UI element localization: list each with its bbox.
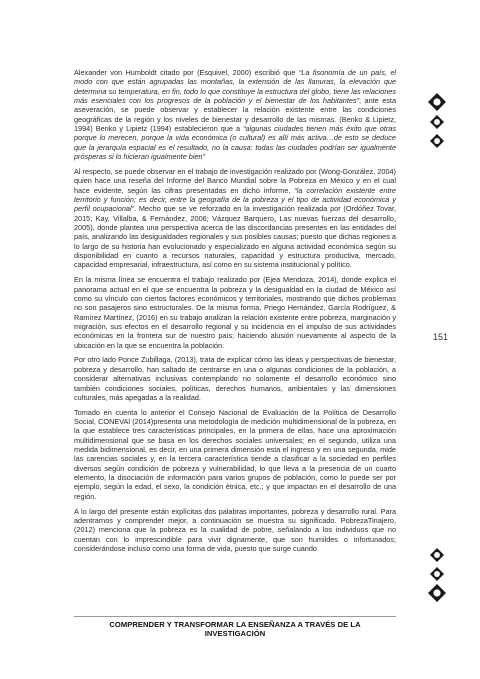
footer-title: COMPRENDER Y TRANSFORMAR LA ENSEÑANZA A TRAVÉS DE LA INVESTIGACIÓN <box>109 620 361 638</box>
diamond-ring-icon <box>430 567 444 581</box>
paragraph <box>74 167 396 270</box>
paragraph-text: Alexander von Humboldt citado por (Esquivel, 2000) escribió que <box>74 68 299 77</box>
diamond-ring-icon <box>430 548 444 562</box>
paragraph <box>74 408 396 501</box>
paragraph-text: Al respecto, se puede observar en el trabajo de investigación realizado por (Wong-González, 2004) quien hace una reseña del Informe del Banco Mundial sobre la Pobreza en México y en el cual hace evidente, según las cifras presentadas en dicho informe, <box>74 166 396 195</box>
quote-text: “algunas ciudades tienen más éxito que otras porque lo merecen, porque la vida económica (o cultural) es allí más activa…de esto se deduce que la jerarquía espacial es el resultado, no la causa: todas las ciudades podrían ser igualmente prósperas si lo hicieran igualmente bien” <box>74 124 396 162</box>
paragraph <box>74 275 396 350</box>
paragraph-text: A lo largo del presente están explícitas dos palabras importantes, pobreza y desarrollo rural. Para adentrarnos y comprender mejor, a continuación se muestra su significado. PobrezaTinajero, (2012) menciona que la pobreza es la cualidad de pobre, señalando a los individuos que no cuentan con lo imprescindible para vivir dignamente, que son humildes o infortunados; considerándose incluso como una forma de vida, puesto que surge cuando <box>74 506 396 553</box>
paragraph <box>74 507 396 554</box>
paragraph <box>74 355 396 402</box>
quote-text: “la correlación existente entre territorio y función; es decir, entre la geografía de la pobreza y el tipo de actividad económica y perfil ocupacional” <box>74 185 396 214</box>
page-number: 151 <box>433 332 449 342</box>
diamond-ring-icon <box>430 134 444 148</box>
footer-divider <box>74 616 396 617</box>
paragraph-text: Tomado en cuenta lo anterior el Consejo Nacional de Evaluación de la Política de Desarrollo Social, CONEVAl (2014)presenta una metodología de medición multidimensional de la pobreza, en la que establece tres características principales, en la primera de ellas, hace una aproximación multidimensional que se basa en los derechos sociales universales; en el segundo, utiliza una medida bidimensional, es decir, en una primera dimensión esta el ingreso y en una segunda, mide las carencias sociales y, en la tercera característica tiende a clasificar a la sociedad en perfiles diversos según condición de pobreza y vulnerabilidad, lo que lleva a la presencia de un cuarto elemento, la disociación de información para varios grupos de población, como lo puede ser por ejemplo, según la edad, el sexo, la condición étnica, etc.; y que impactan en el desarrollo de una región. <box>74 407 396 501</box>
diamond-ring-icon <box>430 115 444 129</box>
diamond-ring-icon <box>428 584 446 602</box>
paragraph-text: En la misma línea se encuentra el trabajo realizado por (Ejea Mendoza, 2014), donde explica el panorama actual en el que se encuentra la pobreza y la desigualdad en la ciudad de México así como su vínculo con ciertos factores económicos y territoriales, mostrando que dichos problemas no son pasajeros sino estructurales. De la misma forma, Priego Hernández, García Rodríguez, & Ramírez Martínez, (2016) en su trabajo analizan la relación existente entre pobreza, marginación y migración, sus efectos en el desarrollo regional y su incidencia en el impulso de sus actividades económicas en la frontera sur de nuestro país; haciendo alusión nuevamente al aspecto de la ubicación en la que se encuentra la población. <box>74 275 396 350</box>
paragraph-text: ; ante esta aseveración, se puede observar y establecer la relación existente entre las condiciones geográficas de la región y los niveles de bienestar y desarrollo de las mismas. (Benko & Lipietz, 1994) Benko y Lipietz (1994) establecieron que a <box>74 96 397 134</box>
paragraph <box>74 68 396 161</box>
quote-text: “La fisonomía de un país, el modo con que están agrupadas las montañas, la extensión de las llanuras, la elevación que determina su temperatura, en fin, todo lo que constituye la estructura del globo, tiene las relaciones más esenciales con los progresos de la población y el bienestar de los habitantes” <box>74 68 396 106</box>
diamond-ring-icon <box>428 93 446 111</box>
body-text <box>74 68 396 559</box>
paragraph-text: . Mecho que se ve reforzado en la investigación realizada por (Ordóñez Tovar, 2015; Kay, Villalba, & Fernández, 2006; Vázquez Barquero, Las nuevas fuerzas del desarrollo, 2005), donde plantea una perspectiva acerca de las discordancias presentes en las entidades del país, analizando las desigualdades regionales y sus posibles causas; puesto que dichas regiones a lo largo de su historia han evolucionado y especializado en alguna actividad económica según su disponibilidad en cuanto a recursos naturales, capacidad y estructura productiva, mercado, capacidad empresarial, infraestructura, así como en su sistema institucional y político. <box>74 204 396 270</box>
paragraph-text: Por otro lado Ponce Zubillaga, (2013), trata de explicar cómo las ideas y perspectivas de bienestar, pobreza y desarrollo, han saltado de centrarse en una o algunas condiciones de la población, a considerar alternativas inclusivas contemplando no solamente el desarrollo económico sino también condiciones sociales, políticas, derechos humanos, ambientales y las dimensiones culturales, más apegadas a la realidad. <box>74 355 396 402</box>
